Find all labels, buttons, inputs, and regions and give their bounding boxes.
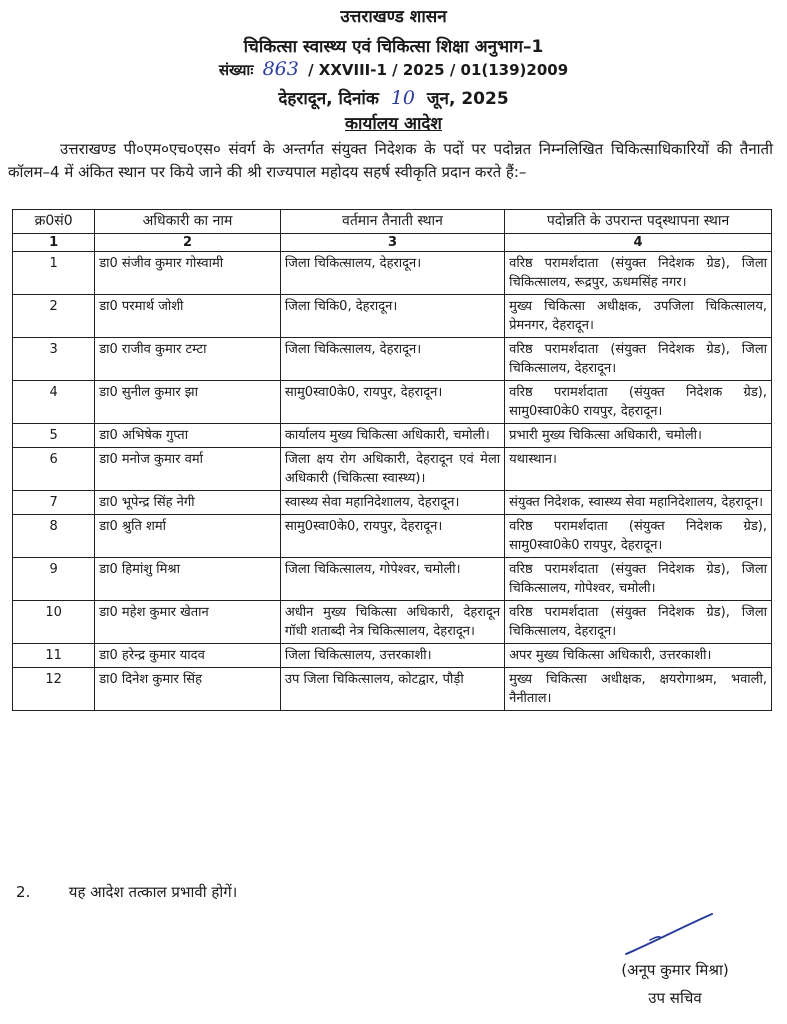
table-row bbox=[13, 448, 772, 491]
signature-stroke bbox=[626, 914, 712, 954]
header-officer-name: अधिकारी का नाम bbox=[95, 210, 281, 234]
ref-number: 863 bbox=[262, 58, 299, 80]
point-text: यह आदेश तत्काल प्रभावी होगें। bbox=[68, 883, 238, 901]
ref-suffix: / XXVIII-1 / 2025 / 01(139)2009 bbox=[308, 61, 569, 79]
cell-new-posting: अपर मुख्य चिकित्सा अधिकारी, उत्तरकाशी। bbox=[505, 644, 772, 668]
header-new-posting: पदोन्नति के उपरान्त पद्स्थापना स्थान bbox=[505, 210, 772, 234]
point-number: 2. bbox=[16, 883, 31, 901]
table-header-row bbox=[13, 210, 772, 234]
date-day: 10 bbox=[390, 87, 415, 109]
cell-officer-name: डा0 अभिषेक गुप्ता bbox=[95, 424, 281, 448]
cell-current-posting: जिला क्षय रोग अधिकारी, देहरादून एवं मेला अधिकारी (चिकित्सा स्वास्थ्य)। bbox=[280, 448, 504, 491]
table-row bbox=[13, 424, 772, 448]
cell-officer-name: डा0 श्रुति शर्मा bbox=[95, 515, 281, 558]
column-number: 2 bbox=[95, 234, 281, 252]
signature-mark bbox=[620, 910, 720, 960]
cell-new-posting: मुख्य चिकित्सा अधीक्षक, उपजिला चिकित्सालय, प्रेमनगर, देहरादून। bbox=[505, 295, 772, 338]
cell-current-posting: जिला चिकित्सालय, गोपेश्वर, चमोली। bbox=[280, 558, 504, 601]
cell-officer-name: डा0 महेश कुमार खेतान bbox=[95, 601, 281, 644]
section-heading: चिकित्सा स्वास्थ्य एवं चिकित्सा शिक्षा अनुभाग–1 bbox=[243, 37, 544, 57]
table-body bbox=[13, 252, 772, 711]
table-row bbox=[13, 515, 772, 558]
cell-current-posting: अधीन मुख्य चिकित्सा अधिकारी, देहरादून गॉधी शताब्दी नेत्र चिकित्सालय, देहरादून। bbox=[280, 601, 504, 644]
cell-new-posting: वरिष्ठ परामर्शदाता (संयुक्त निदेशक ग्रेड), सामु0स्वा0के0 रायपुर, देहरादून। bbox=[505, 381, 772, 424]
cell-new-posting: वरिष्ठ परामर्शदाता (संयुक्त निदेशक ग्रेड), जिला चिकित्सालय, देहरादून। bbox=[505, 601, 772, 644]
cell-new-posting: मुख्य चिकित्सा अधीक्षक, क्षयरोगाश्रम, भवाली, नैनीताल। bbox=[505, 668, 772, 711]
cell-current-posting: सामु0स्वा0के0, रायपुर, देहरादून। bbox=[280, 381, 504, 424]
cell-serial: 12 bbox=[13, 668, 95, 711]
cell-serial: 3 bbox=[13, 338, 95, 381]
cell-officer-name: डा0 संजीव कुमार गोस्वामी bbox=[95, 252, 281, 295]
table-row bbox=[13, 558, 772, 601]
cell-serial: 11 bbox=[13, 644, 95, 668]
cell-current-posting: जिला चिकित्सालय, देहरादून। bbox=[280, 338, 504, 381]
table-row bbox=[13, 601, 772, 644]
cell-new-posting: संयुक्त निदेशक, स्वास्थ्य सेवा महानिदेशालय, देहरादून। bbox=[505, 491, 772, 515]
cell-officer-name: डा0 परमार्थ जोशी bbox=[95, 295, 281, 338]
cell-serial: 4 bbox=[13, 381, 95, 424]
signatory-name: (अनूप कुमार मिश्रा) bbox=[621, 961, 729, 979]
cell-new-posting: वरिष्ठ परामर्शदाता (संयुक्त निदेशक ग्रेड), जिला चिकित्सालय, गोपेश्वर, चमोली। bbox=[505, 558, 772, 601]
column-number: 1 bbox=[13, 234, 95, 252]
signatory-designation: उप सचिव bbox=[648, 989, 702, 1007]
table-row bbox=[13, 491, 772, 515]
cell-current-posting: उप जिला चिकित्सालय, कोटद्वार, पौड़ी bbox=[280, 668, 504, 711]
column-number: 4 bbox=[505, 234, 772, 252]
cell-serial: 6 bbox=[13, 448, 95, 491]
point-2 bbox=[16, 882, 237, 902]
cell-current-posting: कार्यालय मुख्य चिकित्सा अधिकारी, चमोली। bbox=[280, 424, 504, 448]
header-serial: क्र0सं0 bbox=[13, 210, 95, 234]
cell-serial: 5 bbox=[13, 424, 95, 448]
cell-serial: 10 bbox=[13, 601, 95, 644]
date-prefix: देहरादून, दिनांक bbox=[278, 89, 379, 109]
cell-current-posting: जिला चिकि0, देहरादून। bbox=[280, 295, 504, 338]
column-number-row bbox=[13, 234, 772, 252]
table-row bbox=[13, 381, 772, 424]
cell-new-posting: यथास्थान। bbox=[505, 448, 772, 491]
cell-new-posting: वरिष्ठ परामर्शदाता (संयुक्त निदेशक ग्रेड), जिला चिकित्सालय, रूद्रपुर, ऊधमसिंह नगर। bbox=[505, 252, 772, 295]
cell-officer-name: डा0 राजीव कुमार टम्टा bbox=[95, 338, 281, 381]
date-line bbox=[0, 86, 787, 109]
cell-officer-name: डा0 हिमांशु मिश्रा bbox=[95, 558, 281, 601]
cell-officer-name: डा0 मनोज कुमार वर्मा bbox=[95, 448, 281, 491]
cell-officer-name: डा0 दिनेश कुमार सिंह bbox=[95, 668, 281, 711]
cell-serial: 8 bbox=[13, 515, 95, 558]
cell-current-posting: सामु0स्वा0के0, रायपुर, देहरादून। bbox=[280, 515, 504, 558]
column-number: 3 bbox=[280, 234, 504, 252]
government-heading: उत्तराखण्ड शासन bbox=[340, 7, 447, 27]
cell-new-posting: प्रभारी मुख्य चिकित्सा अधिकारी, चमोली। bbox=[505, 424, 772, 448]
cell-serial: 9 bbox=[13, 558, 95, 601]
table-row bbox=[13, 668, 772, 711]
cell-officer-name: डा0 हरेन्द्र कुमार यादव bbox=[95, 644, 281, 668]
date-suffix: जून, 2025 bbox=[426, 89, 509, 109]
cell-serial: 2 bbox=[13, 295, 95, 338]
reference-line bbox=[0, 58, 787, 80]
ref-prefix: संख्याः bbox=[218, 61, 254, 79]
cell-new-posting: वरिष्ठ परामर्शदाता (संयुक्त निदेशक ग्रेड), जिला चिकित्सालय, देहरादून। bbox=[505, 338, 772, 381]
posting-table bbox=[12, 209, 772, 711]
table-row bbox=[13, 295, 772, 338]
document-title: कार्यालय आदेश bbox=[345, 114, 442, 134]
cell-new-posting: वरिष्ठ परामर्शदाता (संयुक्त निदेशक ग्रेड), सामु0स्वा0के0 रायपुर, देहरादून। bbox=[505, 515, 772, 558]
table-row bbox=[13, 338, 772, 381]
table-row bbox=[13, 644, 772, 668]
cell-current-posting: स्वास्थ्य सेवा महानिदेशालय, देहरादून। bbox=[280, 491, 504, 515]
cell-officer-name: डा0 सुनील कुमार झा bbox=[95, 381, 281, 424]
header-current-posting: वर्तमान तैनाती स्थान bbox=[280, 210, 504, 234]
cell-current-posting: जिला चिकित्सालय, देहरादून। bbox=[280, 252, 504, 295]
cell-officer-name: डा0 भूपेन्द्र सिंह नेगी bbox=[95, 491, 281, 515]
cell-current-posting: जिला चिकित्सालय, उत्तरकाशी। bbox=[280, 644, 504, 668]
intro-paragraph: उत्तराखण्ड पी०एम०एच०एस० संवर्ग के अन्तर्गत संयुक्त निदेशक के पदों पर पदोन्नत निम्नलिखित चिकित्साधिकारियों की तैनाती कॉलम–4 में अंकित स्थान पर किये जाने की श्री राज्यपाल महोदय सहर्ष स्वीकृति प्रदान करते हैं:– bbox=[8, 140, 773, 181]
cell-serial: 7 bbox=[13, 491, 95, 515]
cell-serial: 1 bbox=[13, 252, 95, 295]
table-row bbox=[13, 252, 772, 295]
